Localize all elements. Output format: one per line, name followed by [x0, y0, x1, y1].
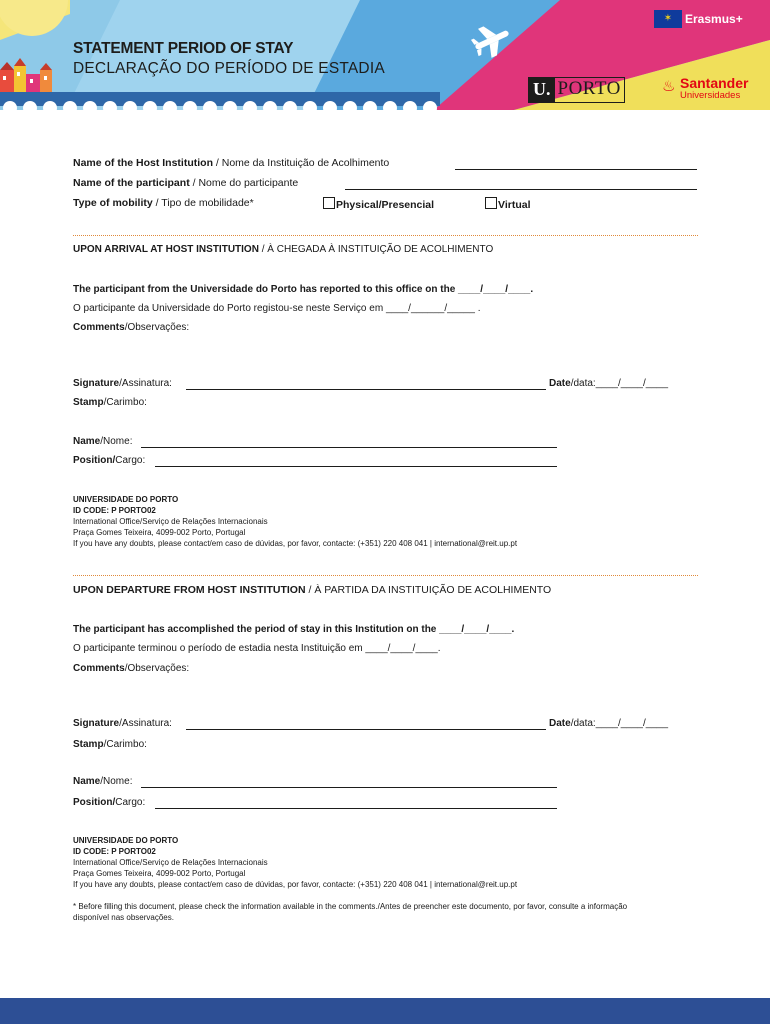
departure-heading: UPON DEPARTURE FROM HOST INSTITUTION / À PARTIDA DA INSTITUIÇÃO DE ACOLHIMENTO — [73, 584, 552, 596]
erasmus-label: Erasmus+ — [685, 12, 743, 26]
santander-flame-icon: ♨ — [662, 78, 676, 95]
departure-statement-en: The participant has accomplished the period of stay in this Institution on the ____/____/____. — [73, 624, 515, 635]
arrival-position-field[interactable] — [155, 466, 557, 467]
uporto-logo — [528, 77, 625, 103]
departure-statement-pt: O participante terminou o período de estadia nesta Instituição em ____/____/____. — [73, 643, 441, 654]
footer-bar — [0, 998, 770, 1024]
departure-position-label: Position/Cargo: — [73, 797, 146, 808]
arrival-signature-field[interactable] — [186, 389, 546, 390]
separator — [73, 575, 698, 576]
footnote-line-2: disponível nas observações. — [73, 913, 174, 922]
separator — [73, 235, 698, 236]
santander-sub: Universidades — [680, 90, 741, 101]
departure-contact-office: International Office/Serviço de Relações Internacionais — [73, 858, 268, 867]
departure-date-field[interactable]: Date/data:____/____/____ — [549, 718, 669, 729]
departure-contact-idcode: ID CODE: P PORTO02 — [73, 847, 156, 856]
santander-logo — [660, 76, 760, 101]
departure-signature-label: Signature/Assinatura: — [73, 718, 172, 729]
header-banner — [0, 0, 770, 122]
departure-contact-address: Praça Gomes Teixeira, 4099-002 Porto, Portugal — [73, 869, 246, 878]
uporto-u: U. — [529, 78, 555, 102]
arrival-signature-label: Signature/Assinatura: — [73, 378, 172, 389]
departure-comments-label: Comments/Observações: — [73, 663, 190, 674]
participant-label: Name of the participant / Nome do participante — [73, 177, 299, 189]
participant-field[interactable] — [345, 189, 697, 190]
host-institution-field[interactable] — [455, 169, 697, 170]
departure-contact-help: If you have any doubts, please contact/em caso de dúvidas, por favor, contacte: (+351) 220 408 041 | international@reit.up.pt — [73, 880, 518, 889]
arrival-statement-pt: O participante da Universidade do Porto registou-se neste Serviço em ____/______/_____ . — [73, 303, 481, 314]
arrival-contact-address: Praça Gomes Teixeira, 4099-002 Porto, Portugal — [73, 528, 246, 537]
arrival-statement-en: The participant from the Universidade do Porto has reported to this office on the ____/____/____. — [73, 284, 534, 295]
arrival-heading: UPON ARRIVAL AT HOST INSTITUTION / À CHEGADA À INSTITUIÇÃO DE ACOLHIMENTO — [73, 244, 494, 255]
arrival-comments-label: Comments/Observações: — [73, 322, 190, 333]
uporto-porto: PORTO — [557, 78, 621, 99]
arrival-contact-help: If you have any doubts, please contact/em caso de dúvidas, por favor, contacte: (+351) 220 408 041 | international@reit.up.pt — [73, 539, 518, 548]
arrival-position-label: Position/Cargo: — [73, 455, 146, 466]
arrival-contact-university: UNIVERSIDADE DO PORTO — [73, 495, 179, 504]
virtual-checkbox[interactable] — [485, 197, 497, 209]
departure-contact-university: UNIVERSIDADE DO PORTO — [73, 836, 179, 845]
departure-position-field[interactable] — [155, 808, 557, 809]
arrival-contact-office: International Office/Serviço de Relações Internacionais — [73, 517, 268, 526]
host-institution-label: Name of the Host Institution / Nome da Instituição de Acolhimento — [73, 157, 390, 169]
arrival-stamp-label: Stamp/Carimbo: — [73, 397, 147, 408]
departure-name-field[interactable] — [141, 787, 557, 788]
mobility-type-label: Type of mobility / Tipo de mobilidade* — [73, 197, 254, 209]
departure-name-label: Name/Nome: — [73, 776, 133, 787]
option-physical[interactable]: Physical/Presencial — [323, 197, 434, 211]
departure-stamp-label: Stamp/Carimbo: — [73, 739, 147, 750]
footnote-line-1: * Before filling this document, please check the information available in the comments./Antes de preencher este documento, por favor, consulte a informação — [73, 902, 628, 911]
title-english: STATEMENT PERIOD OF STAY — [73, 40, 294, 57]
title-portuguese: DECLARAÇÃO DO PERÍODO DE ESTADIA — [73, 60, 385, 77]
departure-signature-field[interactable] — [186, 729, 546, 730]
option-virtual[interactable]: Virtual — [485, 197, 530, 211]
physical-checkbox[interactable] — [323, 197, 335, 209]
arrival-date-field[interactable]: Date/data:____/____/____ — [549, 378, 669, 389]
arrival-name-label: Name/Nome: — [73, 436, 133, 447]
eu-flag-icon: ✶ — [654, 10, 682, 28]
santander-name: Santander — [680, 75, 749, 91]
arrival-contact-idcode: ID CODE: P PORTO02 — [73, 506, 156, 515]
erasmus-logo — [654, 10, 743, 28]
arrival-name-field[interactable] — [141, 447, 557, 448]
